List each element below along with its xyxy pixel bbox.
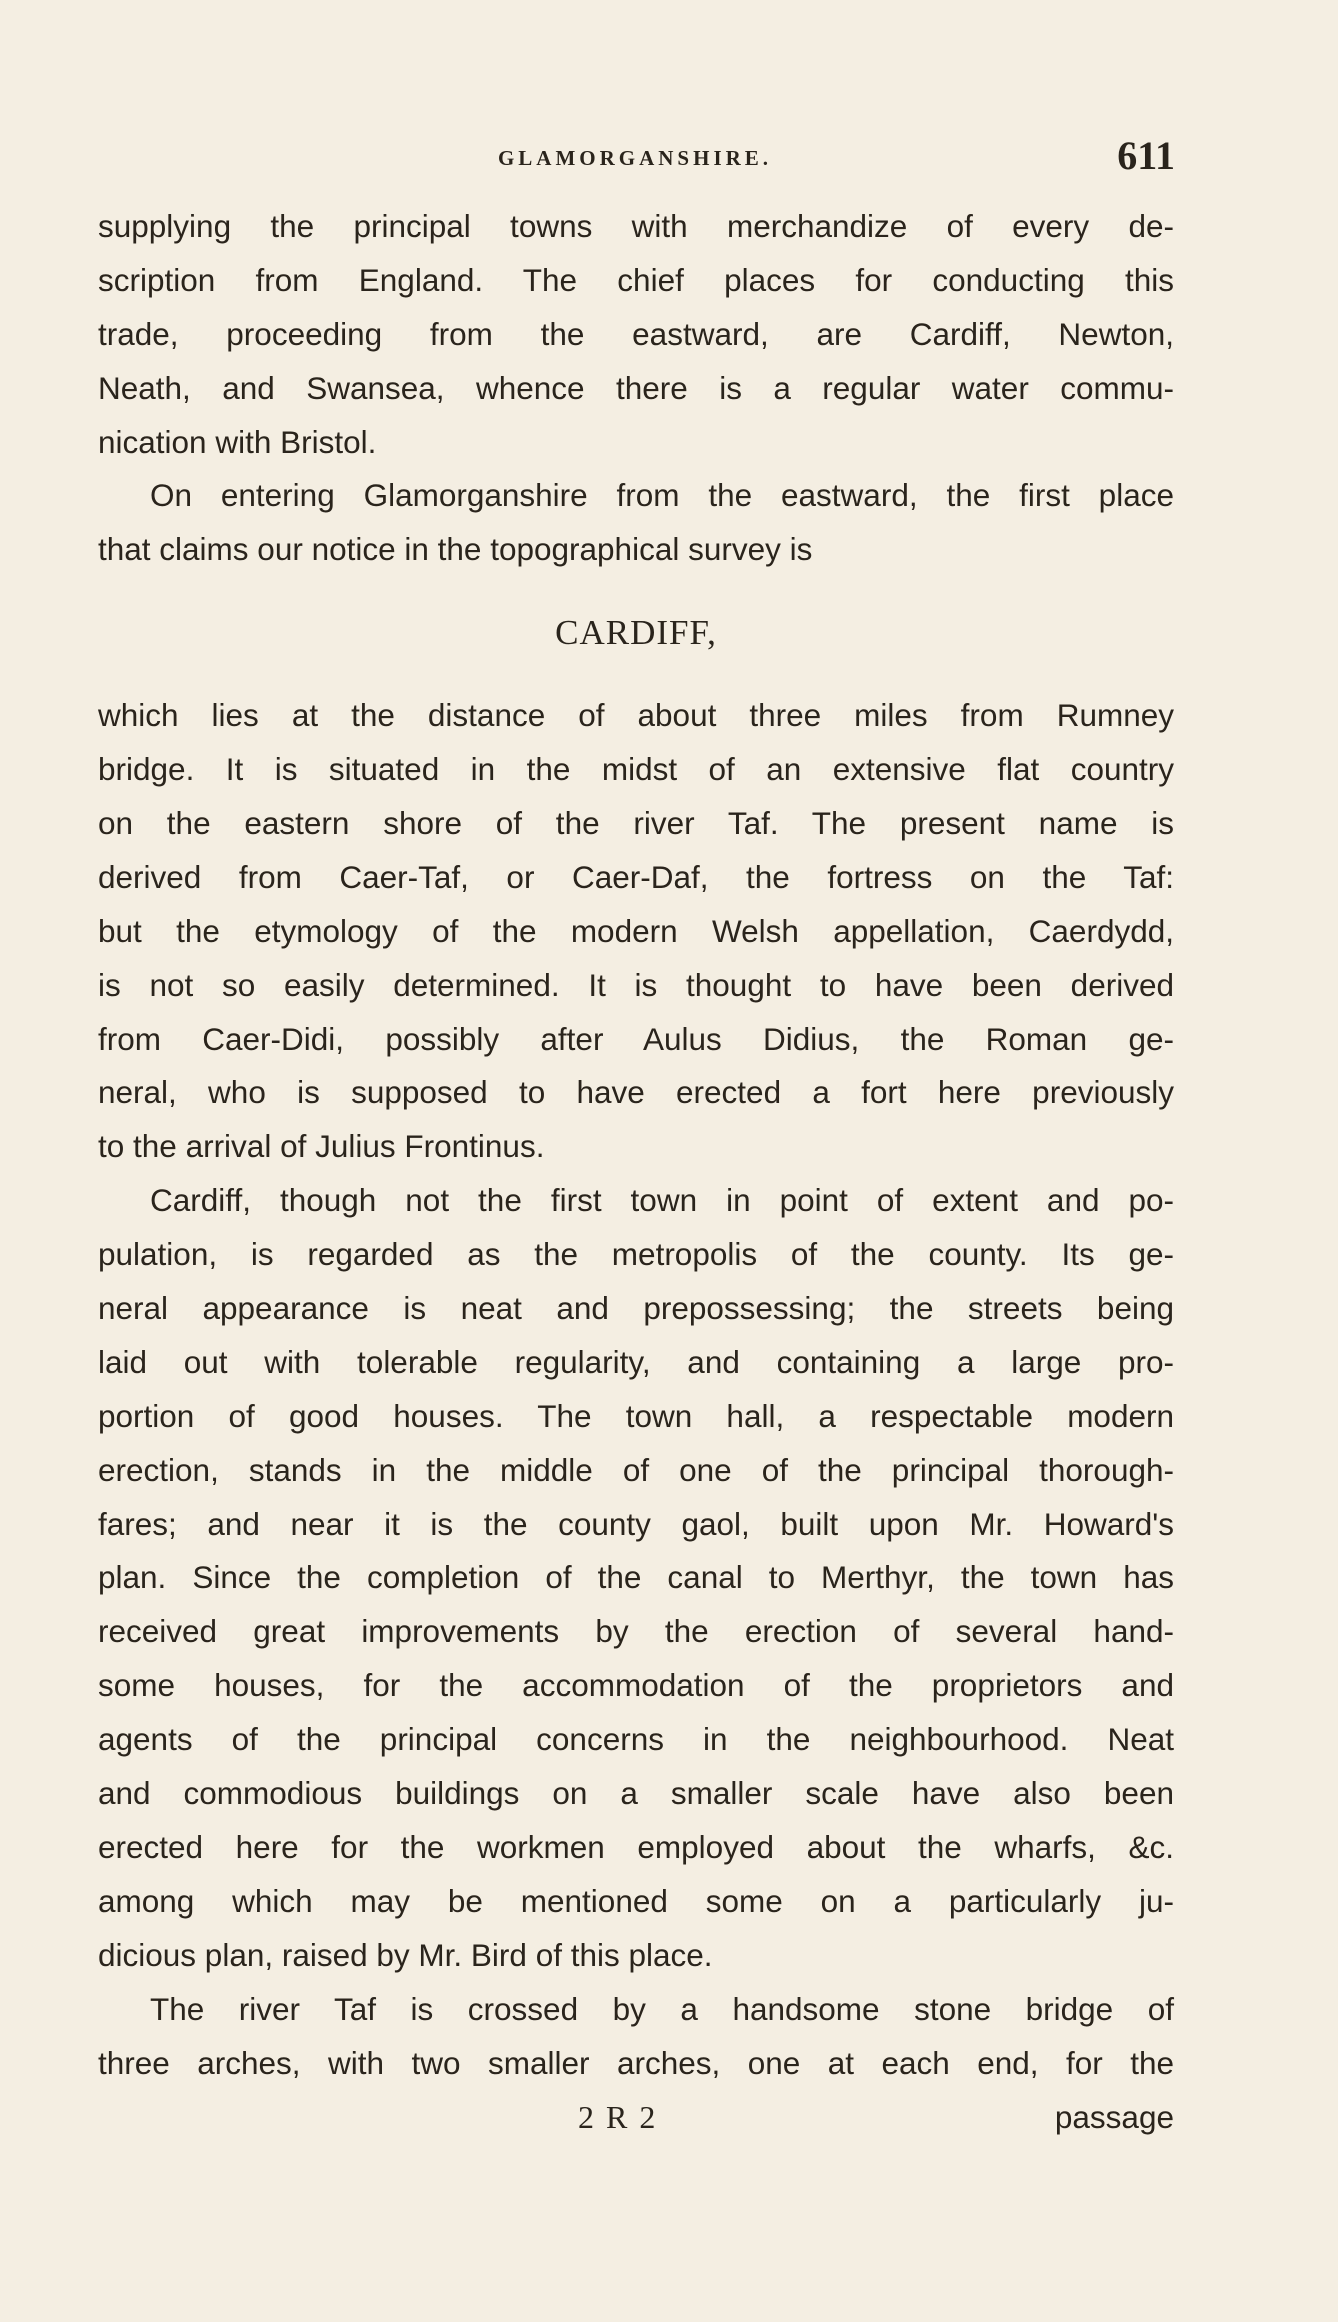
text-line: supplying the principal towns with merchandize of every de-: [98, 208, 1174, 244]
text-line: portion of good houses. The town hall, a respectable modern: [98, 1397, 1174, 1434]
text-line: three arches, with two smaller arches, one at each end, for the: [98, 2044, 1174, 2081]
catchword: passage: [1054, 2099, 1174, 2136]
text-line: trade, proceeding from the eastward, are Cardiff, Newton,: [98, 315, 1174, 352]
text-line: fares; and near it is the county gaol, built upon Mr. Howard's: [98, 1505, 1174, 1542]
text-line: agents of the principal concerns in the neighbourhood. Neat: [98, 1721, 1174, 1758]
body-text: [98, 200, 1174, 2144]
text-line: laid out with tolerable regularity, and containing a large pro-: [98, 1343, 1174, 1380]
text-line: erection, stands in the middle of one of the principal thorough-: [98, 1451, 1174, 1488]
text-line: dicious plan, raised by Mr. Bird of this place.: [98, 1936, 713, 1973]
text-line: on the eastern shore of the river Taf. The present name is: [98, 805, 1174, 842]
text-line: to the arrival of Julius Frontinus.: [98, 1128, 545, 1165]
page-footer: [98, 2090, 1174, 2144]
text-line: pulation, is regarded as the metropolis of the county. Its ge-: [98, 1236, 1174, 1273]
text-line: Neath, and Swansea, whence there is a regular water commu-: [98, 369, 1174, 406]
text-line: derived from Caer-Taf, or Caer-Daf, the fortress on the Taf:: [98, 858, 1174, 895]
text-line: On entering Glamorganshire from the eastward, the first place: [150, 477, 1174, 514]
text-line: neral appearance is neat and prepossessing; the streets being: [98, 1290, 1174, 1327]
page-number: 611: [1117, 133, 1175, 178]
running-head: GLAMORGANSHIRE.: [497, 146, 773, 170]
text-line: scription from England. The chief places for conducting this: [98, 261, 1174, 298]
text-line: plan. Since the completion of the canal to Merthyr, the town has: [98, 1559, 1174, 1596]
text-line: bridge. It is situated in the midst of an extensive flat country: [98, 751, 1174, 788]
text-line: received great improvements by the erection of several hand-: [98, 1613, 1174, 1650]
text-line: but the etymology of the modern Welsh appellation, Caerdydd,: [98, 912, 1174, 949]
section-heading: CARDIFF,: [555, 613, 717, 653]
text-line: and commodious buildings on a smaller scale have also been: [98, 1775, 1174, 1812]
text-line: erected here for the workmen employed about the wharfs, &c.: [98, 1828, 1174, 1865]
text-line: nication with Bristol.: [98, 423, 377, 460]
text-line: that claims our notice in the topographical survey is: [98, 531, 813, 568]
text-line: is not so easily determined. It is thought to have been derived: [98, 966, 1174, 1003]
text-line: among which may be mentioned some on a particularly ju-: [98, 1882, 1174, 1919]
text-line: from Caer-Didi, possibly after Aulus Didius, the Roman ge-: [98, 1020, 1174, 1057]
text-line: some houses, for the accommodation of the proprietors and: [98, 1667, 1174, 1704]
text-line: Cardiff, though not the first town in point of extent and po-: [150, 1182, 1174, 1219]
text-line: neral, who is supposed to have erected a fort here previously: [98, 1074, 1174, 1111]
text-line: which lies at the distance of about three miles from Rumney: [98, 697, 1174, 734]
page-header: [95, 132, 1175, 192]
signature-mark: 2 R 2: [578, 2099, 658, 2136]
text-line: The river Taf is crossed by a handsome stone bridge of: [150, 1990, 1174, 2027]
